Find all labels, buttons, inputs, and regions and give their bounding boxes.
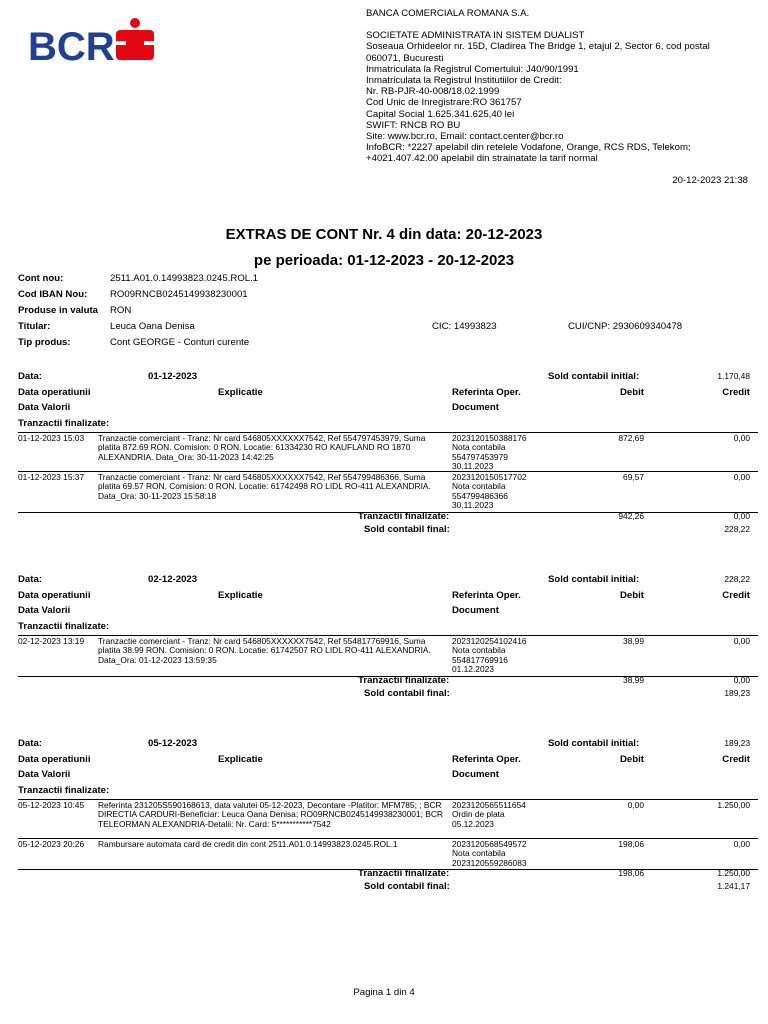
transactions-table: [18, 432, 758, 513]
col-data-op: Data operatiunii: [18, 590, 91, 601]
print-date: 20-12-2023 21:38: [672, 175, 748, 186]
col-debit: Debit: [620, 754, 644, 765]
sold-initial-value: 189,23: [724, 738, 750, 748]
page-number: Pagina 1 din 4: [353, 987, 415, 998]
section-date: 01-12-2023: [148, 371, 198, 382]
tx-reference: 2023120568549572 Nota contabila 2023120559286083: [452, 839, 527, 868]
col-document: Document: [452, 769, 499, 780]
tranz-total-label: Tranzactii finalizate:: [358, 675, 450, 686]
tx-explanation: Referinta 231205S590168613, data valutei 05-12-2023, Decontare -Platitor: MFM785; ; BCR DIRECTIA CARDURI-Beneficiar: Leuca Oana Denisa; RO09RNCB0245149938230001; BCR TELEORMAN ALEXANDRIA-Detalii: Nr. Card: 5***********7542: [98, 800, 443, 829]
sold-final-value: 189,23: [724, 688, 750, 698]
bank-info: [366, 8, 756, 165]
col-referinta: Referinta Oper.: [452, 590, 521, 601]
tx-explanation: Tranzactie comerciant - Tranz: Nr card 546805XXXXXX7542, Ref 554799486366, Suma platita 69.57 RON. Comision: 0 RON. Locatie: 61742498 RO LIDL RO-411 ALEXANDRIA. Data_Ora: 30-11-2023 15:58:18: [98, 472, 431, 501]
day-section: [18, 738, 758, 898]
tx-reference: 2023120150517702 Nota contabila 554799486366 30.11.2023: [452, 472, 527, 511]
tx-debit: 0,00: [627, 800, 644, 810]
tx-reference: 2023120254102416 Nota contabila 554817769916 01.12.2023: [452, 636, 527, 675]
iban-label: Cod IBAN Nou:: [18, 289, 88, 300]
day-section: [18, 574, 758, 704]
account-details: [18, 273, 758, 353]
tranz-total-label: Tranzactii finalizate:: [358, 511, 450, 522]
table-row: [18, 636, 758, 677]
tx-credit: 0,00: [733, 636, 750, 646]
data-label: Data:: [18, 371, 42, 382]
total-credit: 1.250,00: [717, 868, 750, 878]
col-debit: Debit: [620, 387, 644, 398]
col-credit: Credit: [722, 754, 750, 765]
tx-debit: 872,69: [618, 433, 644, 443]
cui-value: CUI/CNP: 2930609340478: [568, 321, 683, 332]
sold-initial-value: 1.170,48: [717, 371, 750, 381]
table-row: [18, 433, 758, 472]
cic-value: CIC: 14993823: [432, 321, 497, 332]
table-row: [18, 839, 758, 870]
cont-value: 2511.A01.0.14993823.0245.ROL.1: [110, 273, 259, 284]
bank-info-line: +4021.407.42.00 apelabil din strainatate la tarif normal: [366, 153, 598, 165]
tranz-finalizate-label: Tranzactii finalizate:: [18, 418, 110, 429]
sold-final-value: 1.241,17: [717, 881, 750, 891]
statement-title: EXTRAS DE CONT Nr. 4 din data: 20-12-2023: [225, 226, 543, 243]
bank-info-line: Nr. RB-PJR-40-008/18.02.1999: [366, 86, 500, 98]
data-label: Data:: [18, 738, 42, 749]
sold-final-label: Sold contabil final:: [364, 524, 450, 535]
total-debit: 198,06: [618, 868, 644, 878]
tx-debit: 69,57: [623, 472, 644, 482]
bank-info-line: SOCIETATE ADMINISTRATA IN SISTEM DUALIST: [366, 30, 585, 42]
col-document: Document: [452, 402, 499, 413]
bank-info-line: InfoBCR: *2227 apelabil din retelele Vodafone, Orange, RCS RDS, Telekom;: [366, 142, 691, 154]
col-data-valorii: Data Valorii: [18, 605, 71, 616]
titular-label: Titular:: [18, 321, 51, 332]
sold-initial-label: Sold contabil initial:: [548, 371, 640, 382]
bank-info-line: SWIFT: RNCB RO BU: [366, 119, 461, 131]
tx-debit: 38,99: [623, 636, 644, 646]
tx-explanation: Rambursare automata card de credit din cont 2511.A01.0.14993823.0245.ROL.1: [98, 839, 398, 849]
iban-value: RO09RNCB0245149938230001: [110, 289, 248, 300]
statement-period: pe perioada: 01-12-2023 - 20-12-2023: [253, 252, 515, 269]
valuta-value: RON: [110, 305, 132, 316]
tx-credit: 0,00: [733, 433, 750, 443]
sold-final-value: 228,22: [724, 524, 750, 534]
day-section: [18, 371, 758, 541]
total-debit: 38,99: [623, 675, 644, 685]
tx-reference: 2023120150388176 Nota contabila 554797453979 30.11.2023: [452, 433, 527, 472]
tip-label: Tip produs:: [18, 337, 71, 348]
col-explicatie: Explicatie: [218, 387, 263, 398]
bcr-sign-icon: [116, 18, 154, 60]
bank-info-line: [366, 19, 756, 30]
table-row: [18, 800, 758, 839]
titular-value: Leuca Oana Denisa: [110, 321, 195, 332]
tx-explanation: Tranzactie comerciant - Tranz: Nr card 546805XXXXXX7542, Ref 554797453979, Suma platita 872.69 RON. Comision: 0 RON. Locatie: 61334230 RO KAUFLAND RO 1870 ALEXANDRIA. Data_Ora: 30-11-2023 14:42:25: [98, 433, 426, 462]
total-credit: 0,00: [733, 511, 750, 521]
col-credit: Credit: [722, 590, 750, 601]
transactions-table: [18, 799, 758, 870]
col-explicatie: Explicatie: [218, 590, 263, 601]
sold-initial-value: 228,22: [724, 574, 750, 584]
col-data-valorii: Data Valorii: [18, 402, 71, 413]
tx-datetime: 01-12-2023 15:03: [18, 433, 85, 443]
bank-info-line: Cod Unic de Inregistrare:RO 361757: [366, 97, 522, 109]
cont-label: Cont nou:: [18, 273, 64, 284]
tx-credit: 0,00: [733, 839, 750, 849]
col-data-valorii: Data Valorii: [18, 769, 71, 780]
tx-datetime: 01-12-2023 15:37: [18, 472, 85, 482]
tx-datetime: 02-12-2023 13:19: [18, 636, 85, 646]
tx-reference: 2023120565511654 Ordin de plata 05.12.2023: [452, 800, 526, 829]
col-data-op: Data operatiunii: [18, 387, 91, 398]
tx-datetime: 05-12-2023 20:26: [18, 839, 85, 849]
tranz-finalizate-label: Tranzactii finalizate:: [18, 785, 110, 796]
tranz-finalizate-label: Tranzactii finalizate:: [18, 621, 110, 632]
tx-explanation: Tranzactie comerciant - Tranz: Nr card 546805XXXXXX7542, Ref 554817769916, Suma platita 38.99 RON. Comision: 0 RON. Locatie: 61742507 RO LIDL RO-411 ALEXANDRIA. Data_Ora: 01-12-2023 13:59:35: [98, 636, 431, 665]
sold-initial-label: Sold contabil initial:: [548, 574, 640, 585]
valuta-label: Produse in valuta: [18, 305, 98, 316]
tx-debit: 198,06: [618, 839, 644, 849]
total-credit: 0,00: [733, 675, 750, 685]
tranz-total-label: Tranzactii finalizate:: [358, 868, 450, 879]
tx-datetime: 05-12-2023 10:45: [18, 800, 85, 810]
sold-initial-label: Sold contabil initial:: [548, 738, 640, 749]
bank-info-line: Inmatriculata la Registrul Comertului: J40/90/1991: [366, 63, 579, 75]
col-referinta: Referinta Oper.: [452, 387, 521, 398]
col-document: Document: [452, 605, 499, 616]
bank-info-line: Inmatriculata la Registrul Institutiilor de Credit:: [366, 75, 562, 87]
col-debit: Debit: [620, 590, 644, 601]
col-data-op: Data operatiunii: [18, 754, 91, 765]
table-row: [18, 472, 758, 513]
bank-info-line: 060071, Bucuresti: [366, 52, 444, 64]
transactions-table: [18, 635, 758, 677]
total-debit: 942,26: [618, 511, 644, 521]
bank-name: BANCA COMERCIALA ROMANA S.A.: [366, 8, 530, 19]
section-date: 05-12-2023: [148, 738, 198, 749]
bank-info-line: Capital Social 1.625.341.625,40 lei: [366, 108, 515, 120]
bcr-logo: [28, 16, 158, 66]
section-date: 02-12-2023: [148, 574, 198, 585]
tx-credit: 0,00: [733, 472, 750, 482]
col-referinta: Referinta Oper.: [452, 754, 521, 765]
sold-final-label: Sold contabil final:: [364, 688, 450, 699]
col-credit: Credit: [722, 387, 750, 398]
bank-info-line: Site: www.bcr.ro, Email: contact.center@bcr.ro: [366, 131, 564, 143]
tip-value: Cont GEORGE - Conturi curente: [110, 337, 250, 348]
tx-credit: 1.250,00: [717, 800, 750, 810]
logo-text: BCR: [28, 25, 115, 66]
data-label: Data:: [18, 574, 42, 585]
col-explicatie: Explicatie: [218, 754, 263, 765]
sold-final-label: Sold contabil final:: [364, 881, 450, 892]
bank-info-line: Soseaua Orhideelor nr. 15D, Cladirea The Bridge 1, etajul 2, Sector 6, cod postal: [366, 41, 710, 53]
